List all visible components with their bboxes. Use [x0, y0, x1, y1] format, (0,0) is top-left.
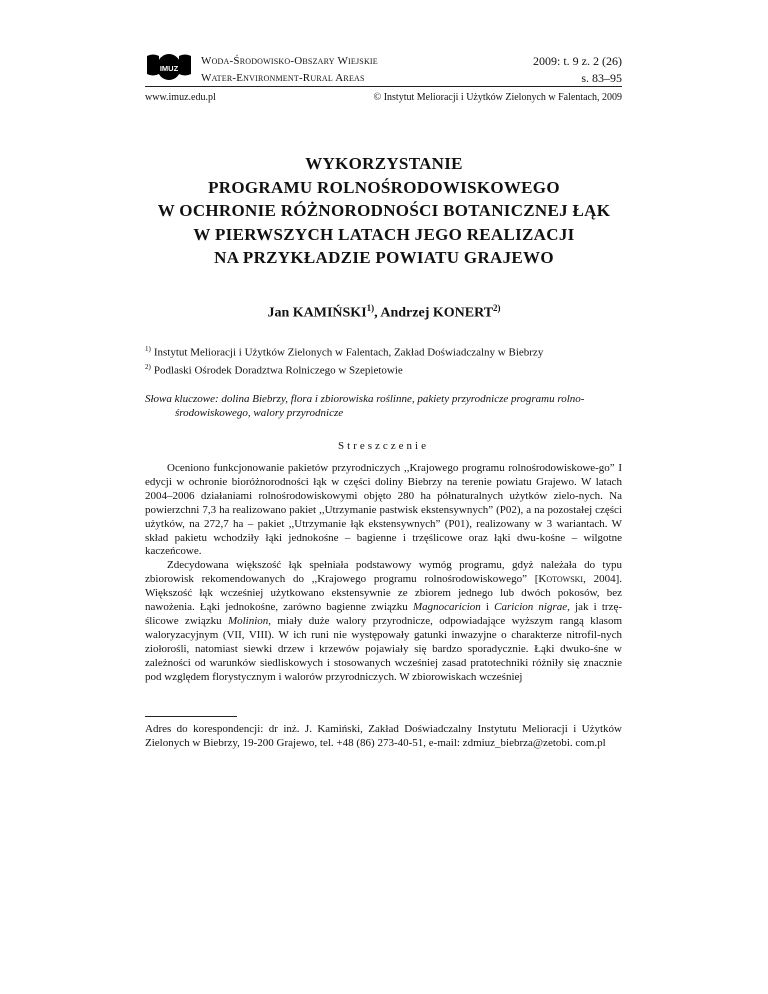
- citation-author: Kotowski: [538, 573, 584, 586]
- author-separator: ,: [374, 305, 381, 321]
- affiliation-mark: 1): [145, 345, 151, 353]
- abstract-heading: Streszczenie: [338, 440, 429, 452]
- correspondence-footnote: Adres do korespondencji: dr inż. J. Kamiński, Zakład Doświadczalny Instytutu Melioracji i Użytków Zielonych w Biebrzy, 19-200 Grajewo, tel. +48 (86) 273-40-51, e-mail: zdmiuz_biebrza@zetobi. com.pl: [145, 723, 622, 749]
- svg-text:IMUZ: IMUZ: [159, 64, 179, 73]
- website-link[interactable]: www.imuz.edu.pl: [145, 92, 216, 103]
- affiliation-item: [145, 360, 543, 378]
- header-rule: [145, 86, 622, 87]
- title-line: W OCHRONIE RÓŻNORODNOŚCI BOTANICZNEJ ŁĄK: [157, 201, 611, 220]
- authors: [100, 303, 668, 322]
- abstract-text: , jak i trzę-ślicowe związku: [145, 601, 622, 627]
- journal-name-en: Water-Environment-Rural Areas: [201, 72, 365, 84]
- journal-name-pl: Woda-Środowisko-Obszary Wiejskie: [201, 55, 378, 67]
- keywords-line: Słowa kluczowe: dolina Biebrzy, flora i zbiorowiska roślinne, pakiety przyrodnicze programu rolno-: [145, 393, 585, 405]
- affiliation-text: Instytut Melioracji i Użytków Zielonych w Falentach, Zakład Doświadczalny w Biebrzy: [153, 346, 544, 359]
- issue-pages: s. 83–95: [581, 71, 622, 85]
- abstract-text: , 2004]. Większość łąk wcześniej użytkowano ekstensywnie ze zbiorem jednego lub dwóch pokosów, bez nawożenia. Łąki jednokośne, zarówno bagienne związku: [145, 573, 622, 614]
- abstract-text: i: [480, 601, 495, 614]
- species-name: Caricion nigrae: [494, 601, 568, 614]
- abstract-text: Oceniono funkcjonowanie pakietów przyrodniczych ,,Krajowego programu rolnośrodowiskowe-go” I edycji w ochronie bioróżnorodności łąk w części doliny Biebrzy na terenie powiatu Grajewo. W latach 2004–2006 działaniami rolnośrodowiskowymi objęto 280 ha półnaturalnych użytków zielo-nych. Na powierzchni 7,3 ha realizowano pakiet ,,Utrzymanie pastwisk ekstensywnych” (P02), a na pozostałej części użytków, na 272,7 ha – pakiet ,,Utrzymanie łąk ekstensywnych” (P01), realizowany w 3 wariantach. W skład pakietu wchodziły łąki jednokośne – bagienne i trzęślicowe oraz łąki dwu-kośne – wilgotne kaczeńcowe.: [145, 462, 622, 558]
- paper-title: [100, 152, 668, 270]
- affiliation-text: Podlaski Ośrodek Doradztwa Rolniczego w Szepietowie: [153, 364, 403, 377]
- title-line: WYKORZYSTANIE: [305, 154, 463, 173]
- affiliation-mark: 2): [145, 362, 151, 371]
- affiliation-mark: 2): [493, 303, 501, 313]
- abstract-body: [145, 462, 622, 685]
- title-line: W PIERWSZYCH LATACH JEGO REALIZACJI: [193, 224, 575, 244]
- author-name: Andrzej KONERT: [380, 305, 494, 321]
- affiliation-item: [145, 342, 543, 360]
- affiliations: [145, 342, 543, 377]
- species-name: Magnocaricion: [412, 601, 481, 614]
- abstract-paragraph: [145, 462, 622, 559]
- copyright-notice: © Instytut Melioracji i Użytków Zielonych w Falentach, 2009: [373, 92, 622, 103]
- abstract-paragraph: [145, 559, 622, 684]
- journal-name: [201, 53, 378, 87]
- imuz-logo-icon: [145, 52, 193, 82]
- author-name: Jan KAMIŃSKI: [267, 305, 367, 321]
- imuz-logo: [145, 52, 193, 82]
- species-name: Molinion: [227, 614, 269, 627]
- abstract-text: Zdecydowana większość łąk spełniała podstawowy wymóg programu, gdyż należała do typu zbiorowisk rekomendowanych do ,,Krajowego programu rolnośrodowiskowego” [: [145, 559, 622, 586]
- keywords: [145, 392, 622, 420]
- issue-volume: 2009: t. 9 z. 2 (26): [533, 54, 622, 68]
- footnote-rule: [145, 716, 237, 717]
- title-line: NA PRZYKŁADZIE POWIATU GRAJEWO: [214, 248, 554, 267]
- issue-info: [533, 53, 622, 87]
- abstract-text: , miały duże walory przyrodnicze, odpowiadające wyższym rangą klasom waloryzacyjnym (VII, VIII). W ich runi nie występowały gatunki inwazyjne o charakterze nitrofil-nych ziołorośli, natomiast siewki drzew i krzewów pojawiały się bardzo sporadycznie. Łąki dwuko-śne w zależności od warunków siedliskowych i stosowanych wcześniej zasad pratotechniki różniły się znacznie pod względem florystycznym i walorów przyrodniczych. W zbiorowiskach wcześniej: [145, 614, 622, 683]
- affiliation-mark: 1): [366, 303, 375, 313]
- keywords-line: środowiskowego, walory przyrodnicze: [175, 407, 344, 419]
- title-line: PROGRAMU ROLNOŚRODOWISKOWEGO: [208, 177, 560, 197]
